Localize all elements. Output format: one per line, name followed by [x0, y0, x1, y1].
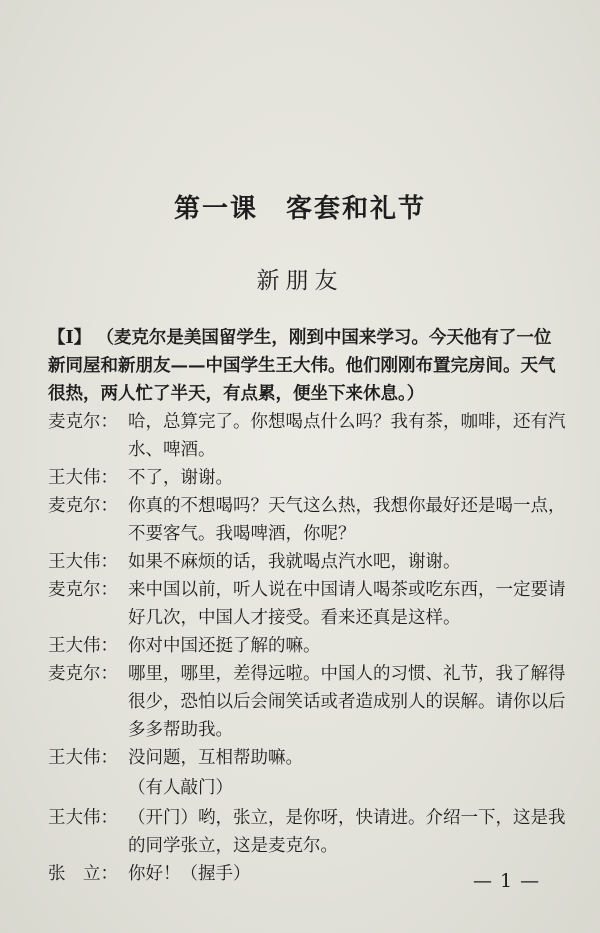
dialogue-line	[48, 632, 568, 660]
dialogue-text: 哈，总算完了。你想喝点什么吗？我有茶，咖啡，还有汽水、啤酒。	[128, 412, 566, 460]
speaker-label: 麦克尔：	[48, 580, 118, 600]
dialogue-text: 来中国以前，听人说在中国请人喝茶或吃东西，一定要请好几次，中国人才接受。看来还真是这样。	[128, 580, 566, 628]
speaker-label: 麦克尔：	[48, 664, 118, 684]
speaker-label: 王大伟：	[48, 468, 118, 488]
dialogue-line	[48, 744, 568, 772]
speaker-label: 王大伟：	[48, 636, 118, 656]
dialogue-text: 你对中国还挺了解的嘛。	[128, 636, 321, 656]
speaker-label: 王大伟：	[48, 552, 118, 572]
dialogue-line	[48, 804, 568, 860]
lesson-title: 第一课 客套和礼节	[173, 194, 426, 224]
dialogue-text: 你好！（握手）	[128, 864, 251, 884]
page-number: — 1 —	[473, 870, 541, 892]
dialogue-line	[48, 548, 568, 576]
section-title: 新朋友	[256, 268, 344, 294]
dialogue-text: 没问题，互相帮助嘛。	[128, 748, 303, 768]
dialogue-text: 不了，谢谢。	[128, 468, 233, 488]
speaker-label: 张 立：	[48, 864, 118, 884]
dialogue-text: （开门）哟，张立，是你呀，快请进。介绍一下，这是我的同学张立，这是麦克尔。	[128, 808, 566, 856]
stage-direction: （有人敲门）	[128, 778, 233, 798]
dialogue-text: 如果不麻烦的话，我就喝点汽水吧，谢谢。	[128, 552, 461, 572]
intro-paragraph	[48, 324, 568, 408]
section-marker: 【Ⅰ】	[48, 328, 92, 348]
dialogue-text: 哪里，哪里，差得远啦。中国人的习惯、礼节，我了解得很少，恐怕以后会闹笑话或者造成别人的误解。请你以后多多帮助我。	[128, 664, 566, 740]
speaker-label: 王大伟：	[48, 808, 118, 828]
dialogue-line	[48, 408, 568, 464]
dialogue-line	[48, 492, 568, 548]
dialogue-line	[48, 576, 568, 632]
dialogue-text: 你真的不想喝吗？天气这么热，我想你最好还是喝一点，不要客气。我喝啤酒，你呢？	[128, 496, 566, 544]
intro-text: （麦克尔是美国留学生，刚到中国来学习。今天他有了一位新同屋和新朋友——中国学生王大伟。他们刚刚布置完房间。天气很热，两人忙了半天，有点累，便坐下来休息。）	[48, 328, 556, 404]
speaker-label: 麦克尔：	[48, 412, 118, 432]
dialogue-line	[48, 464, 568, 492]
speaker-label: 王大伟：	[48, 748, 118, 768]
dialogue-line	[48, 660, 568, 744]
speaker-label: 麦克尔：	[48, 496, 118, 516]
